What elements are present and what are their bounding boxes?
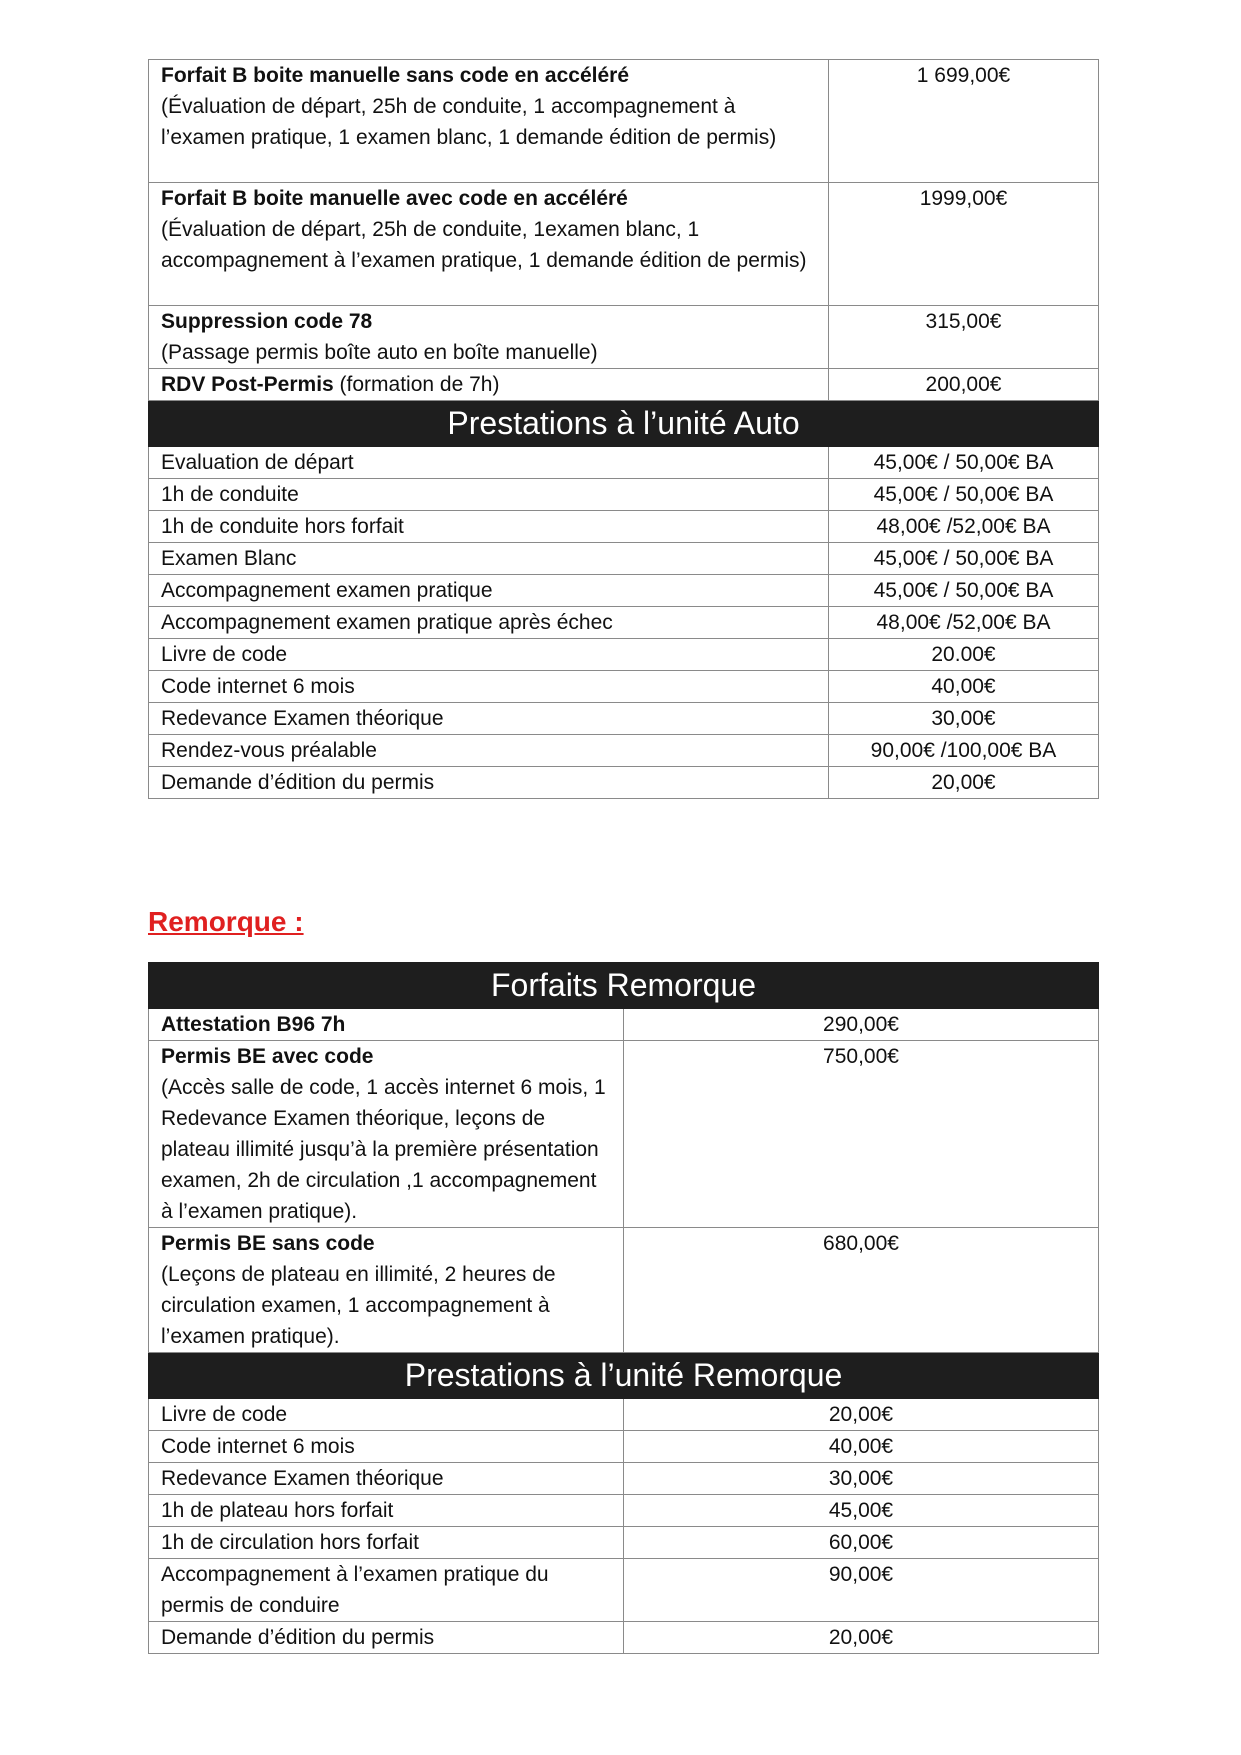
remorque-heading: Remorque : (148, 906, 304, 937)
package-name: Attestation B96 7h (161, 1013, 346, 1036)
price-cell: 315,00€ (829, 306, 1099, 369)
service-label: Accompagnement examen pratique (149, 575, 829, 607)
service-label: Redevance Examen théorique (149, 703, 829, 735)
package-name: Suppression code 78 (161, 310, 373, 333)
price-cell: 200,00€ (829, 369, 1099, 401)
price-cell: 60,00€ (624, 1527, 1099, 1559)
table-row (149, 479, 1099, 511)
package-name: Permis BE sans code (161, 1232, 375, 1255)
table-row (149, 1431, 1099, 1463)
table-row (149, 1009, 1099, 1041)
price-cell: 1999,00€ (829, 183, 1099, 306)
price-cell: 45,00€ / 50,00€ BA (829, 543, 1099, 575)
package-name: Forfait B boite manuelle avec code en accéléré (161, 187, 628, 210)
package-cell (149, 369, 829, 401)
package-detail: (Évaluation de départ, 25h de conduite, 1 accompagnement à l’examen pratique, 1 examen blanc, 1 demande édition de permis) (161, 95, 777, 149)
auto-price-table (148, 59, 1099, 799)
package-cell (149, 306, 829, 369)
price-cell: 750,00€ (624, 1041, 1099, 1228)
table-row (149, 1463, 1099, 1495)
price-cell: 48,00€ /52,00€ BA (829, 607, 1099, 639)
table-row (149, 511, 1099, 543)
package-detail: (Passage permis boîte auto en boîte manuelle) (161, 341, 598, 364)
price-cell: 45,00€ / 50,00€ BA (829, 447, 1099, 479)
package-cell (149, 1228, 624, 1353)
table-row (149, 639, 1099, 671)
price-cell: 90,00€ (624, 1559, 1099, 1622)
package-detail: (Accès salle de code, 1 accès internet 6 mois, 1 Redevance Examen théorique, leçons de plateau illimité jusqu’à la première présentation examen, 2h de circulation ,1 accompagnement à l’examen pratique). (161, 1076, 606, 1223)
package-detail: (Leçons de plateau en illimité, 2 heures de circulation examen, 1 accompagnement à l’examen pratique). (161, 1263, 556, 1348)
table-row (149, 703, 1099, 735)
price-cell: 30,00€ (829, 703, 1099, 735)
service-label: Demande d’édition du permis (149, 767, 829, 799)
package-cell (149, 183, 829, 306)
service-label: Code internet 6 mois (149, 671, 829, 703)
table-row (149, 60, 1099, 183)
price-cell: 48,00€ /52,00€ BA (829, 511, 1099, 543)
price-cell: 40,00€ (829, 671, 1099, 703)
service-label: Accompagnement à l’examen pratique du permis de conduire (149, 1559, 624, 1622)
table-row (149, 543, 1099, 575)
section-header-row (149, 401, 1099, 447)
table-row (149, 306, 1099, 369)
table-row (149, 369, 1099, 401)
table-row (149, 1527, 1099, 1559)
table-row (149, 735, 1099, 767)
section-header-row (149, 963, 1099, 1009)
service-label: Demande d’édition du permis (149, 1622, 624, 1654)
package-name: Forfait B boite manuelle sans code en accéléré (161, 64, 629, 87)
table-row (149, 1559, 1099, 1622)
service-label: Livre de code (149, 1399, 624, 1431)
section-header: Prestations à l’unité Remorque (149, 1353, 1099, 1399)
price-cell: 90,00€ /100,00€ BA (829, 735, 1099, 767)
package-cell (149, 1041, 624, 1228)
table-row (149, 1041, 1099, 1228)
section-header: Forfaits Remorque (149, 963, 1099, 1009)
service-label: Rendez-vous préalable (149, 735, 829, 767)
table-row (149, 575, 1099, 607)
service-label: 1h de conduite hors forfait (149, 511, 829, 543)
service-label: Code internet 6 mois (149, 1431, 624, 1463)
price-cell: 1 699,00€ (829, 60, 1099, 183)
service-label: 1h de plateau hors forfait (149, 1495, 624, 1527)
service-label: Redevance Examen théorique (149, 1463, 624, 1495)
package-detail: (Évaluation de départ, 25h de conduite, 1examen blanc, 1 accompagnement à l’examen pratique, 1 demande édition de permis) (161, 218, 807, 272)
package-name: RDV Post-Permis (161, 373, 334, 396)
service-label: Evaluation de départ (149, 447, 829, 479)
price-cell: 20,00€ (624, 1622, 1099, 1654)
price-cell: 45,00€ / 50,00€ BA (829, 479, 1099, 511)
table-row (149, 767, 1099, 799)
section-header: Prestations à l’unité Auto (149, 401, 1099, 447)
price-cell: 30,00€ (624, 1463, 1099, 1495)
table-row (149, 447, 1099, 479)
service-label: 1h de conduite (149, 479, 829, 511)
table-row (149, 671, 1099, 703)
table-row (149, 183, 1099, 306)
table-row (149, 1622, 1099, 1654)
price-cell: 680,00€ (624, 1228, 1099, 1353)
price-cell: 290,00€ (624, 1009, 1099, 1041)
package-detail: (formation de 7h) (333, 373, 500, 396)
price-cell: 20,00€ (624, 1399, 1099, 1431)
table-row (149, 1495, 1099, 1527)
price-cell: 20,00€ (829, 767, 1099, 799)
price-cell: 40,00€ (624, 1431, 1099, 1463)
price-cell: 45,00€ (624, 1495, 1099, 1527)
table-row (149, 1228, 1099, 1353)
service-label: Examen Blanc (149, 543, 829, 575)
package-cell (149, 1009, 624, 1041)
table-row (149, 1399, 1099, 1431)
package-name: Permis BE avec code (161, 1045, 374, 1068)
service-label: Accompagnement examen pratique après échec (149, 607, 829, 639)
service-label: 1h de circulation hors forfait (149, 1527, 624, 1559)
table-row (149, 607, 1099, 639)
package-cell (149, 60, 829, 183)
service-label: Livre de code (149, 639, 829, 671)
remorque-price-table (148, 962, 1099, 1654)
section-header-row (149, 1353, 1099, 1399)
price-cell: 20.00€ (829, 639, 1099, 671)
price-cell: 45,00€ / 50,00€ BA (829, 575, 1099, 607)
